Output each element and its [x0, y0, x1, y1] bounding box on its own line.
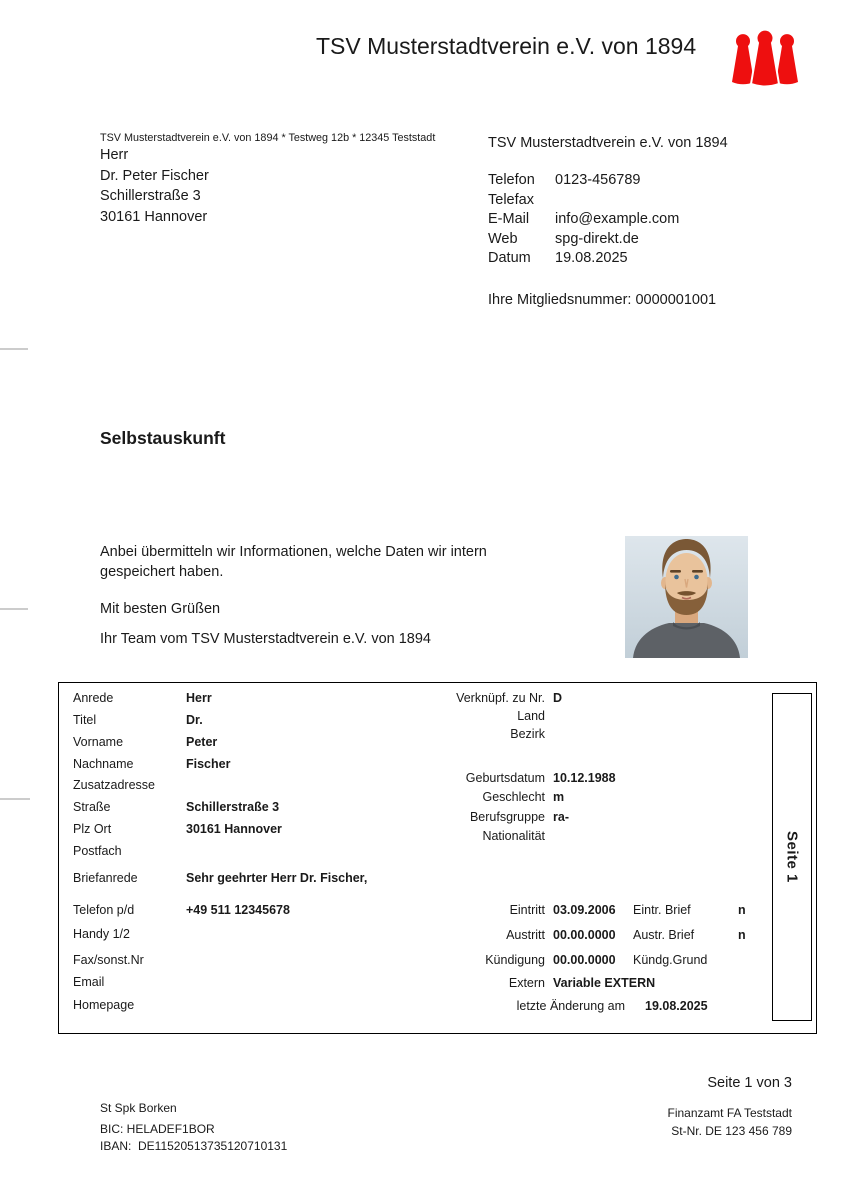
- contact-label: Telefon: [488, 172, 535, 188]
- body-line: gespeichert haben.: [100, 563, 224, 580]
- field-value: +49 511 12345678: [186, 903, 290, 917]
- field-value: 19.08.2025: [645, 999, 708, 1013]
- contact-row-telefon: [488, 172, 679, 192]
- field-label: Briefanrede: [73, 871, 138, 885]
- field-label: Extern: [508, 976, 545, 990]
- field-value: Peter: [186, 735, 218, 749]
- page-title: TSV Musterstadtverein e.V. von 1894: [316, 33, 697, 59]
- body-paragraph: [100, 543, 487, 582]
- closing-line: Mit besten Grüßen: [100, 601, 221, 617]
- field-row-zusatzadresse: [73, 778, 186, 794]
- member-data-card: [58, 682, 817, 1034]
- contact-value: 19.08.2025: [555, 250, 628, 267]
- field-label: Straße: [73, 800, 111, 814]
- page-tab-label: Seite 1: [783, 831, 801, 883]
- field-value: D: [553, 691, 563, 705]
- club-pins-icon: [727, 23, 803, 86]
- field-row-fax: [73, 953, 186, 969]
- field-label: Land: [517, 709, 545, 723]
- field-label: Austr. Brief: [633, 928, 695, 942]
- recipient-salutation: Herr: [100, 147, 129, 163]
- field-row-telefon-pd: [73, 903, 290, 919]
- field-value: 03.09.2006: [553, 903, 616, 917]
- field-value: Variable EXTERN: [553, 976, 656, 990]
- recipient-address: [100, 147, 209, 230]
- field-value: ra-: [553, 810, 569, 824]
- fold-mark: [0, 348, 28, 350]
- field-row-homepage: [73, 998, 186, 1014]
- page-indicator: Seite 1 von 3: [707, 1075, 792, 1091]
- bank-name: St Spk Borken: [100, 1101, 177, 1115]
- field-label: Email: [73, 975, 105, 989]
- sender-line: TSV Musterstadtverein e.V. von 1894 * Testweg 12b * 12345 Teststadt: [100, 132, 436, 144]
- field-value: Herr: [186, 691, 212, 705]
- field-label: Eintr. Brief: [633, 903, 691, 917]
- org-name: TSV Musterstadtverein e.V. von 1894: [488, 135, 728, 151]
- field-value: Fischer: [186, 757, 231, 771]
- tax-number: St-Nr. DE 123 456 789: [671, 1124, 792, 1138]
- contact-label: Web: [488, 230, 518, 247]
- contact-row-telefax: [488, 192, 679, 212]
- field-row-plz-ort: [73, 822, 282, 838]
- field-value: 00.00.0000: [553, 953, 616, 967]
- contact-label: E-Mail: [488, 211, 530, 228]
- field-label: Kündigung: [485, 953, 545, 967]
- field-value: m: [553, 790, 565, 804]
- field-value: n: [738, 928, 746, 942]
- field-row-briefanrede: [73, 871, 367, 887]
- signature-line: Ihr Team vom TSV Musterstadtverein e.V. von 1894: [100, 631, 431, 647]
- field-label: Postfach: [73, 844, 122, 858]
- recipient-name: Dr. Peter Fischer: [100, 167, 209, 184]
- field-label: Nachname: [73, 757, 134, 771]
- recipient-city: 30161 Hannover: [100, 209, 208, 226]
- contact-value: info@example.com: [555, 211, 680, 228]
- contact-row-web: [488, 231, 679, 251]
- subject-heading: Selbstauskunft: [100, 428, 226, 448]
- field-label: Berufsgruppe: [469, 810, 545, 824]
- field-label: Geschlecht: [482, 790, 545, 804]
- field-value: 10.12.1988: [553, 771, 616, 785]
- page-tab: [772, 693, 812, 1021]
- field-label: Fax/sonst.Nr: [73, 953, 144, 967]
- contact-value: 0123-456789: [555, 172, 641, 188]
- contact-label: Datum: [488, 250, 531, 267]
- field-label: Bezirk: [510, 727, 545, 741]
- field-label: Homepage: [73, 998, 135, 1012]
- field-label: Verknüpf. zu Nr.: [456, 691, 545, 705]
- bank-bic: BIC: HELADEF1BOR: [100, 1122, 215, 1136]
- contact-row-datum: [488, 250, 679, 270]
- body-line: Anbei übermitteln wir Informationen, welche Daten wir intern: [100, 544, 487, 560]
- field-label: Nationalität: [482, 829, 545, 843]
- field-row-nachname: [73, 757, 230, 773]
- contact-row-email: [488, 211, 679, 231]
- field-row-handy: [73, 927, 186, 943]
- field-label: letzte Änderung am: [516, 999, 625, 1013]
- field-row-anrede: [73, 691, 212, 707]
- field-label: Titel: [73, 713, 97, 727]
- field-label: Zusatzadresse: [73, 778, 155, 792]
- fold-mark: [0, 608, 28, 610]
- fold-mark: [0, 798, 30, 800]
- field-value: 30161 Hannover: [186, 822, 282, 836]
- field-row-strasse: [73, 800, 279, 816]
- field-label: Telefon p/d: [73, 903, 135, 917]
- field-label: Plz Ort: [73, 822, 112, 836]
- field-row-titel: [73, 713, 203, 729]
- field-value: Dr.: [186, 713, 203, 727]
- field-label: Anrede: [73, 691, 114, 705]
- field-row-vorname: [73, 735, 217, 751]
- membership-number: Ihre Mitgliedsnummer: 0000001001: [488, 292, 717, 308]
- field-value: 00.00.0000: [553, 928, 616, 942]
- contact-value: spg-direkt.de: [555, 230, 639, 247]
- contact-info: [488, 172, 679, 270]
- field-value: n: [738, 903, 746, 917]
- field-label: Eintritt: [509, 903, 545, 917]
- field-value: Sehr geehrter Herr Dr. Fischer,: [186, 871, 368, 885]
- field-label: Vorname: [73, 735, 124, 749]
- field-row-email: [73, 975, 186, 991]
- tax-office: Finanzamt FA Teststadt: [667, 1106, 792, 1120]
- field-row-postfach: [73, 844, 186, 860]
- field-label: Handy 1/2: [73, 927, 130, 941]
- portrait-photo: [625, 536, 748, 658]
- field-label: Austritt: [506, 928, 545, 942]
- field-label: Kündg.Grund: [633, 953, 708, 967]
- contact-label: Telefax: [488, 191, 534, 208]
- recipient-street: Schillerstraße 3: [100, 188, 201, 205]
- field-label: Geburtsdatum: [465, 771, 545, 785]
- bank-iban: IBAN: DE11520513735120710131: [100, 1139, 288, 1153]
- field-value: Schillerstraße 3: [186, 800, 280, 814]
